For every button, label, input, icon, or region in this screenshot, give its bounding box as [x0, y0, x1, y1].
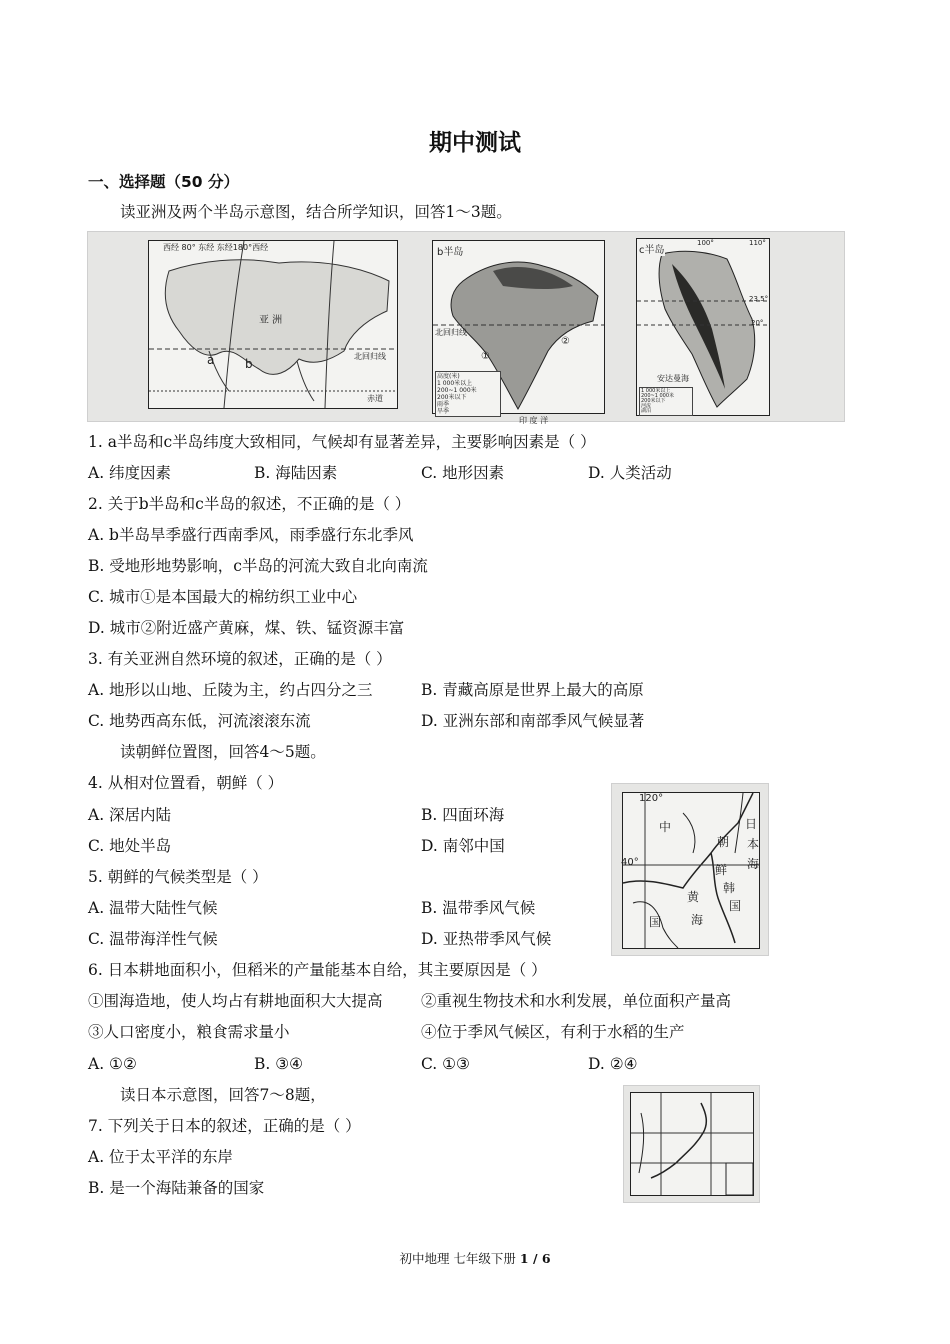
q3-option-a: A. 地形以山地、丘陵为主，约占四分之三 [88, 681, 373, 699]
q7-option-a: A. 位于太平洋的东岸 [88, 1148, 234, 1166]
c-lon-110: 110° [749, 239, 766, 247]
q3-stem: 3. 有关亚洲自然环境的叙述，正确的是（ ） [88, 650, 392, 668]
q7-option-b: B. 是一个海陆兼备的国家 [88, 1179, 265, 1197]
intro-text-2: 读朝鲜位置图，回答4～5题。 [120, 743, 326, 761]
q4-stem: 4. 从相对位置看，朝鲜（ ） [88, 774, 284, 792]
c-map-legend: 1 000米以上 200~1 000米 200米以下 河流 湖泊 [639, 387, 693, 416]
page-title: 期中测试 [429, 130, 521, 156]
asia-map-top-labels: 西经 80° 东经 东经180°西经 [163, 243, 269, 252]
b-map-legend: 高度(米) 1 000米以上 200~1 000米 200米以下 雨季 旱季 [435, 371, 501, 417]
city-2-marker: ② [561, 336, 570, 347]
q2-option-c: C. 城市①是本国最大的棉纺织工业中心 [88, 588, 358, 606]
q6-option-a: A. ①② [88, 1055, 137, 1073]
q5-stem: 5. 朝鲜的气候类型是（ ） [88, 868, 268, 886]
page-number: 1 / 6 [519, 1251, 551, 1266]
korea-lon-label: 120° [639, 793, 664, 804]
c-lat-20: 20° [751, 319, 764, 327]
korea-map-figure [611, 783, 769, 956]
q5-option-d: D. 亚热带季风气候 [421, 930, 552, 948]
q3-option-d: D. 亚洲东部和南部季风气候显著 [421, 712, 645, 730]
q6-statement-2: ②重视生物技术和水利发展，单位面积产量高 [421, 992, 732, 1010]
b-peninsula-label: b半岛 [437, 243, 463, 258]
indian-ocean-label: 印 度 洋 [519, 416, 549, 425]
q3-option-b: B. 青藏高原是世界上最大的高原 [421, 681, 644, 699]
q2-option-d: D. 城市②附近盛产黄麻，煤、铁、锰资源丰富 [88, 619, 405, 637]
q6-statement-1: ①围海造地，使人均占有耕地面积大大提高 [88, 992, 383, 1010]
q1-option-b: B. 海陆因素 [254, 464, 338, 482]
q6-option-b: B. ③④ [254, 1055, 304, 1073]
q6-option-c: C. ①③ [421, 1055, 470, 1073]
q2-option-a: A. b半岛旱季盛行西南季风，雨季盛行东北季风 [88, 526, 414, 544]
b-tropic-label: 北回归线 [435, 328, 467, 337]
q1-option-a: A. 纬度因素 [88, 464, 172, 482]
c-peninsula-label: c半岛 [639, 241, 665, 256]
asia-label: 亚 洲 [259, 315, 283, 326]
intro-text-3: 读日本示意图，回答7～8题， [120, 1086, 326, 1104]
q4-option-c: C. 地处半岛 [88, 837, 172, 855]
equator-label: 赤道 [367, 394, 383, 403]
korea-lat-label: 40° [621, 857, 639, 868]
q6-statement-4: ④位于季风气候区，有利于水稻的生产 [421, 1023, 685, 1041]
asia-peninsulas-figure [87, 231, 845, 425]
japan-map-drawing [631, 1093, 753, 1195]
q6-statement-3: ③人口密度小，粮食需求量小 [88, 1023, 290, 1041]
c-peninsula-map [636, 238, 770, 416]
q6-option-d: D. ②④ [588, 1055, 638, 1073]
q1-stem: 1. a半岛和c半岛纬度大致相同，气候却有显著差异，主要影响因素是（ ） [88, 433, 596, 451]
peninsula-b-label: b [245, 357, 253, 371]
c-lon-100: 100° [697, 239, 714, 247]
q1-option-d: D. 人类活动 [588, 464, 672, 482]
korea-map: 120° 40° 中 国 朝 鲜 韩 国 黄 海 日 本 海 [622, 792, 760, 949]
intro-text: 读亚洲及两个半岛示意图，结合所学知识，回答1～3题。 [120, 203, 512, 221]
page-footer [0, 1249, 950, 1267]
c-lat-235: 23.5° [749, 295, 769, 303]
q7-stem: 7. 下列关于日本的叙述，正确的是（ ） [88, 1117, 361, 1135]
q5-option-b: B. 温带季风气候 [421, 899, 536, 917]
tropic-label: 北回归线 [354, 352, 386, 361]
q2-option-b: B. 受地形地势影响，c半岛的河流大致自北向南流 [88, 557, 428, 575]
q4-option-b: B. 四面环海 [421, 806, 505, 824]
japan-map-figure [623, 1085, 760, 1203]
q5-option-c: C. 温带海洋性气候 [88, 930, 218, 948]
q4-option-d: D. 南邻中国 [421, 837, 505, 855]
footer-subject: 初中地理 七年级下册 [399, 1251, 520, 1266]
b-peninsula-map [432, 240, 605, 425]
q6-stem: 6. 日本耕地面积小，但稻米的产量能基本自给，其主要原因是（ ） [88, 961, 547, 979]
japan-map [630, 1092, 754, 1196]
city-1-marker: ① [481, 351, 490, 362]
andaman-sea-label: 安达曼海 [657, 374, 689, 383]
q5-option-a: A. 温带大陆性气候 [88, 899, 218, 917]
q4-option-a: A. 深居内陆 [88, 806, 172, 824]
q2-stem: 2. 关于b半岛和c半岛的叙述，不正确的是（ ） [88, 495, 411, 513]
q3-option-c: C. 地势西高东低，河流滚滚东流 [88, 712, 311, 730]
section-heading: 一、选择题（50 分） [88, 173, 239, 191]
asia-map [148, 240, 398, 409]
peninsula-a-label: a [207, 353, 215, 367]
q1-option-c: C. 地形因素 [421, 464, 505, 482]
